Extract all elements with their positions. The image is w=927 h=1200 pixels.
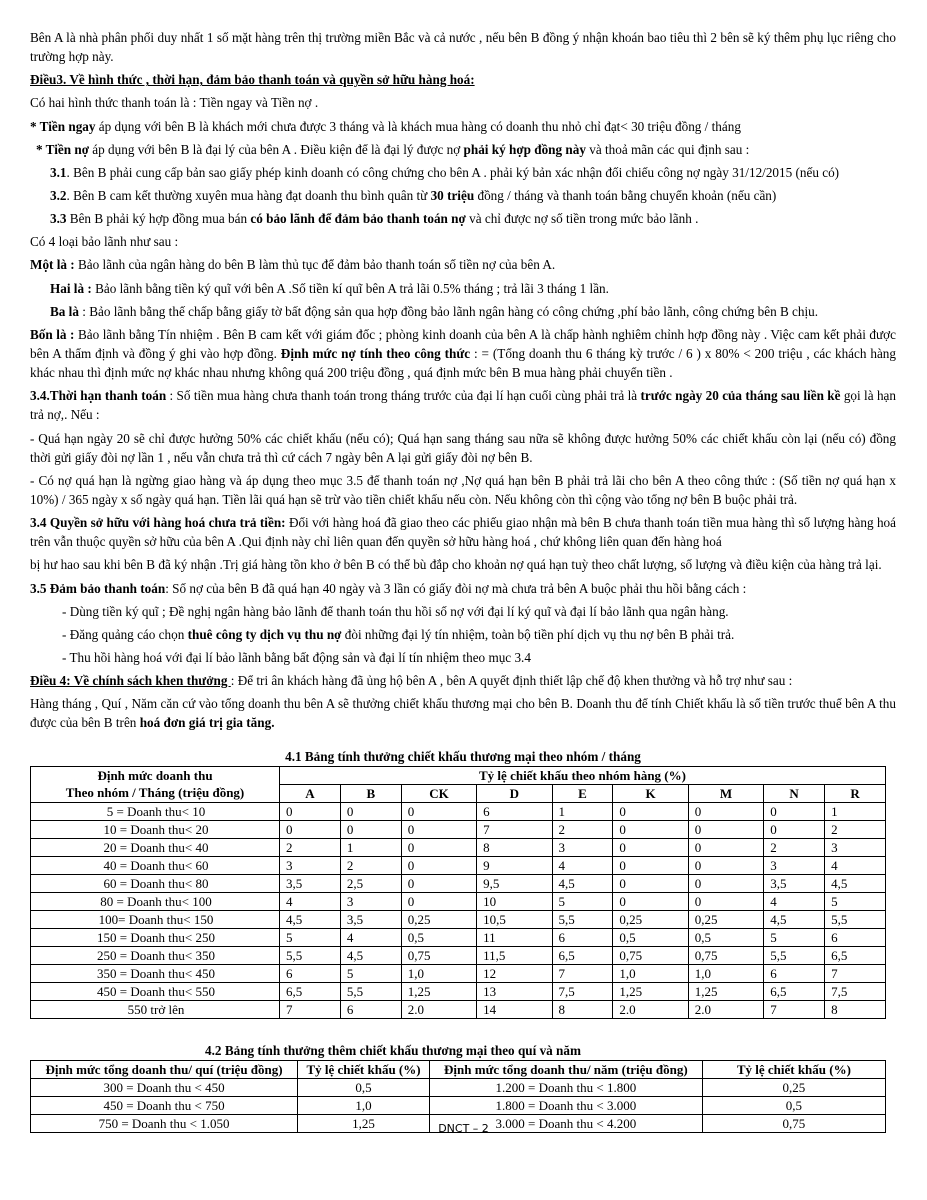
clause-3-5-b (30, 625, 896, 644)
guarantee-3 (30, 302, 896, 321)
paragraph-intro: Bên A là nhà phân phối duy nhất 1 số mặt hàng trên thị trường miền Bắc và cả nước , nếu bên B đồng ý nhận khoán bao tiêu thì 2 bên sẽ ký thêm phụ lục riêng cho trường hợp này. (30, 30, 896, 65)
clause-3-5-label: 3.5 Đảm bảo thanh toán (30, 580, 166, 596)
table-2-cell: 1,0 (298, 1096, 430, 1114)
discount-rate-cell: 0,5 (613, 928, 688, 946)
discount-rate-cell: 0 (340, 802, 401, 820)
clause-3-5-a: - Dùng tiền ký quĩ ; Đề nghị ngân hàng bảo lãnh để thanh toán thu hồi số nợ với đại lí ký quĩ và đại lí bảo lãnh qua ngân hàng. (62, 603, 729, 619)
discount-basis-text: Hàng tháng , Quí , Năm căn cứ vào tổng doanh thu bên A sẽ thưởng chiết khấu thương mại cho bên B. Doanh thu để tính Chiết khấu là số tiền trước thuế bên A thu được của bên B trên (30, 696, 896, 731)
discount-rate-cell: 0 (764, 820, 825, 838)
discount-rate-cell: 1,25 (613, 982, 688, 1000)
table-2-cell: 3.000 = Doanh thu < 4.200 (430, 1114, 703, 1132)
discount-rate-cell: 0 (401, 856, 476, 874)
revenue-range-cell: 10 = Doanh thu< 20 (31, 820, 280, 838)
discount-rate-cell: 0 (401, 874, 476, 892)
discount-rate-cell: 11,5 (477, 946, 552, 964)
discount-rate-cell: 0 (688, 856, 763, 874)
discount-rate-cell: 5 (552, 892, 613, 910)
discount-rate-cell: 9 (477, 856, 552, 874)
discount-rate-cell: 1,0 (613, 964, 688, 982)
clause-3-4-b: - Có nợ quá hạn là ngừng giao hàng và áp dụng theo mục 3.5 để thanh toán nợ ,Nợ quá hạn bên B phải trả lãi cho bên A theo công thức : (Số tiền nợ quá hạn x 10%) / 365 ngày x số ngày quá hạn. Tiền lãi quá hạn sẽ trừ vào tiền chiết khấu nếu còn. Nếu không còn thì cộng vào tổng nợ bên B buộc phải trả. (30, 472, 896, 507)
discount-rate-cell: 2.0 (401, 1000, 476, 1018)
revenue-range-cell: 450 = Doanh thu< 550 (31, 982, 280, 1000)
guarantee-types: Có 4 loại bảo lãnh như sau : (30, 234, 179, 250)
discount-rate-cell: 4 (825, 856, 886, 874)
discount-rate-cell: 5,5 (280, 946, 341, 964)
table-1-group-header: K (613, 784, 688, 802)
discount-rate-cell: 5 (340, 964, 401, 982)
discount-rate-cell: 0 (401, 892, 476, 910)
article-3-title: Điều3. Về hình thức , thời hạn, đảm bảo thanh toán và quyền sở hữu hàng hoá: (30, 72, 475, 88)
table-1-header-left-line-2: Theo nhóm / Tháng (triệu đồng) (65, 785, 245, 801)
discount-rate-cell: 10,5 (477, 910, 552, 928)
discount-rate-cell: 12 (477, 964, 552, 982)
discount-rate-cell: 5,5 (825, 910, 886, 928)
discount-rate-cell: 4,5 (764, 910, 825, 928)
discount-rate-cell: 0,25 (401, 910, 476, 928)
clause-3-1-num: 3.1 (50, 164, 67, 180)
discount-rate-cell: 2 (340, 856, 401, 874)
discount-rate-cell: 5 (280, 928, 341, 946)
discount-rate-cell: 2 (764, 838, 825, 856)
table-2-header: Tỷ lệ chiết khấu (%) (298, 1060, 430, 1078)
guarantee-4-text-2: : = (Tổng doanh thu 6 tháng kỳ trước / 6 ) x 80% < 200 triệu , các khách hàng khác nhau thì định mức nợ khác nhau nhưng không quá 200 triệu đồng , quá định mức bên B mua hàng phải chuyển tiền . (30, 345, 896, 381)
ownership-label: 3.4 Quyền sở hữu với hàng hoá chưa trả tiền: (30, 515, 286, 531)
clause-3-2-text-2: đồng / tháng và thanh toán bằng chuyển khoản (nếu cần) (474, 187, 777, 203)
table-2-cell: 300 = Doanh thu < 450 (31, 1078, 298, 1096)
table-row (31, 856, 886, 874)
discount-rate-cell: 11 (477, 928, 552, 946)
clause-3-4-text-1: : Số tiền mua hàng chưa thanh toán trong tháng trước của đại lí hạn cuối cùng phải trả là (166, 388, 641, 404)
table-row (31, 838, 886, 856)
guarantee-4-label: Bốn là : (30, 326, 75, 342)
discount-rate-cell: 5,5 (764, 946, 825, 964)
guarantee-4-text-1: Bảo lãnh bằng Tín nhiệm . Bên B cam kết với giám đốc ; phòng kinh doanh của bên A là chấp hành nghiêm chỉnh hợp đồng này . Việc cam kết phải được bên A thẩm định và đồng ý ghi vào hợp đồng. (30, 326, 897, 361)
table-1-group-header: E (552, 784, 613, 802)
discount-rate-cell: 0 (688, 802, 763, 820)
payment-forms: Có hai hình thức thanh toán là : Tiền ngay và Tiền nợ . (30, 95, 319, 111)
discount-rate-cell: 7 (552, 964, 613, 982)
table-1-header-left-line-1: Định mức doanh thu (97, 768, 213, 784)
guarantee-1 (30, 255, 896, 274)
discount-rate-cell: 6,5 (825, 946, 886, 964)
discount-rate-cell: 0 (401, 802, 476, 820)
discount-rate-cell: 4,5 (825, 874, 886, 892)
guarantee-4 (30, 325, 896, 382)
discount-rate-cell: 7,5 (552, 982, 613, 1000)
table-row (31, 1096, 886, 1114)
table-row (31, 1000, 886, 1018)
discount-rate-cell: 0 (613, 856, 688, 874)
revenue-range-cell: 20 = Doanh thu< 40 (31, 838, 280, 856)
discount-rate-cell: 6 (477, 802, 552, 820)
discount-rate-cell: 0,75 (401, 946, 476, 964)
table-row (31, 928, 886, 946)
discount-rate-cell: 7 (825, 964, 886, 982)
table-2-cell: 450 = Doanh thu < 750 (31, 1096, 298, 1114)
discount-rate-cell: 9,5 (477, 874, 552, 892)
revenue-range-cell: 150 = Doanh thu< 250 (31, 928, 280, 946)
discount-rate-cell: 6 (280, 964, 341, 982)
discount-rate-cell: 0,25 (613, 910, 688, 928)
discount-rate-cell: 7,5 (825, 982, 886, 1000)
revenue-range-cell: 60 = Doanh thu< 80 (31, 874, 280, 892)
clause-3-4-text-2: gọi là hạn trả nợ,. Nếu : (30, 388, 896, 423)
ownership-clause (30, 513, 896, 551)
table-2-cell: 0,5 (702, 1096, 885, 1114)
discount-rate-cell: 14 (477, 1000, 552, 1018)
discount-rate-cell: 4 (764, 892, 825, 910)
table-1-header-group: Tỷ lệ chiết khấu theo nhóm hàng (%) (280, 766, 886, 784)
clause-3-2-text-1: . Bên B cam kết thường xuyên mua hàng đạt doanh thu bình quân từ (66, 187, 431, 203)
cash-text: áp dụng với bên B là khách mới chưa được 3 tháng và là khách mua hàng có doanh thu nhỏ chỉ đạt< 30 triệu đồng / tháng (95, 118, 741, 134)
discount-rate-cell: 0 (613, 838, 688, 856)
discount-rate-cell: 0 (613, 820, 688, 838)
discount-rate-cell: 3,5 (280, 874, 341, 892)
discount-rate-cell: 0 (401, 820, 476, 838)
discount-rate-cell: 7 (477, 820, 552, 838)
credit-text-2: và thoả mãn các qui định sau : (585, 141, 750, 157)
clause-3-3-num: 3.3 (50, 211, 67, 227)
discount-rate-cell: 0 (764, 802, 825, 820)
credit-text-1: áp dụng với bên B là đại lý của bên A . Điều kiện để là đại lý được nợ (89, 141, 464, 157)
table-1-group-header: A (280, 784, 341, 802)
table-row (31, 982, 886, 1000)
discount-rate-cell: 2.0 (613, 1000, 688, 1018)
discount-rate-cell: 0 (401, 838, 476, 856)
discount-rate-cell: 5 (764, 928, 825, 946)
discount-rate-cell: 3 (280, 856, 341, 874)
table-1-caption: 4.1 Bảng tính thưởng chiết khấu thương mại theo nhóm / tháng (285, 748, 641, 764)
table-1-group-header: B (340, 784, 401, 802)
clause-3-5-text: : Số nợ của bên B đã quá hạn 40 ngày và 3 lần có giấy đòi nợ mà chưa trả bên A buộc phải thu hồi bằng cách : (165, 580, 747, 596)
revenue-range-cell: 5 = Doanh thu< 10 (31, 802, 280, 820)
guarantee-2 (30, 279, 896, 298)
page-footer: DNCT – 2 (438, 1122, 489, 1135)
revenue-range-cell: 550 trở lên (31, 1000, 280, 1018)
revenue-range-cell: 80 = Doanh thu< 100 (31, 892, 280, 910)
article-4-label: Điều 4: Về chính sách khen thưởng (30, 673, 231, 689)
discount-rate-cell: 0,75 (688, 946, 763, 964)
discount-rate-cell: 10 (477, 892, 552, 910)
table-row (31, 874, 886, 892)
clause-3-3-text-2: và chỉ được nợ số tiền trong mức bảo lãnh . (465, 211, 699, 227)
credit-label: * Tiền nợ (36, 141, 89, 157)
monthly-discount-table (30, 766, 886, 1019)
discount-rate-cell: 3 (552, 838, 613, 856)
discount-rate-cell: 0 (688, 892, 763, 910)
discount-rate-cell: 7 (280, 1000, 341, 1018)
table-2-cell: 0,5 (298, 1078, 430, 1096)
cash-label: * Tiền ngay (30, 118, 96, 134)
clause-3-1-text: . Bên B phải cung cấp bản sao giấy phép kinh doanh có công chứng cho bên A . phải ký bản xác nhận đối chiếu công nợ ngày 31/12/2015 (nếu có) (66, 164, 840, 180)
discount-rate-cell: 3 (340, 892, 401, 910)
table-2-cell: 1.200 = Doanh thu < 1.800 (430, 1078, 703, 1096)
discount-rate-cell: 0 (280, 802, 341, 820)
discount-rate-cell: 5 (825, 892, 886, 910)
table-row (31, 802, 886, 820)
discount-rate-cell: 1 (825, 802, 886, 820)
discount-rate-cell: 0 (613, 802, 688, 820)
discount-rate-cell: 0 (280, 820, 341, 838)
clause-3-4-a: - Quá hạn ngày 20 sẽ chỉ được hưởng 50% các chiết khấu (nếu có); Quá hạn sang tháng sau nữa sẽ không được hưởng 50% các chiết khấu còn lại (nếu có) đồng thời gửi giấy đòi nợ lần 1 , nếu vẫn chưa trả thì cứ cách 7 ngày bên A lại gửi giấy đòi nợ bên B. (30, 430, 896, 465)
table-row (31, 1078, 886, 1096)
table-row (31, 946, 886, 964)
clause-3-4-bold: trước ngày 20 của tháng sau liền kề (640, 388, 841, 404)
discount-rate-cell: 8 (552, 1000, 613, 1018)
discount-rate-cell: 0 (340, 820, 401, 838)
discount-rate-cell: 4 (340, 928, 401, 946)
discount-rate-cell: 6,5 (764, 982, 825, 1000)
table-1-group-header: R (825, 784, 886, 802)
guarantee-1-label: Một là : (30, 257, 75, 273)
revenue-range-cell: 40 = Doanh thu< 60 (31, 856, 280, 874)
clause-3-3-bold: có bảo lãnh để đảm bảo thanh toán nợ (250, 211, 466, 227)
table-2-cell: 0,25 (702, 1078, 885, 1096)
discount-rate-cell: 1,0 (688, 964, 763, 982)
discount-rate-cell: 1,25 (688, 982, 763, 1000)
clause-3-5-b-text-1: - Đăng quảng cáo chọn (62, 626, 188, 642)
discount-rate-cell: 8 (825, 1000, 886, 1018)
ownership-continued: bị hư hao sau khi bên B đã ký nhận .Trị giá hàng tồn kho ở bên B có thể bù đắp cho khoản nợ quá hạn tuỳ theo chất lượng, số lượng và điều kiện của hàng trả lại. (30, 557, 882, 573)
article-4-text: : Để tri ân khách hàng đã ủng hộ bên A , bên A quyết định thiết lập chế độ khen thưởng và hỗ trợ như sau : (230, 673, 793, 689)
discount-basis (30, 694, 896, 732)
guarantee-3-text: : Bảo lãnh bằng thế chấp bằng giấy tờ bất động sản qua hợp đồng bảo lãnh ngân hàng có công chứng ,phí bảo lãnh, công chứng bên B chịu. (78, 303, 819, 319)
discount-rate-cell: 0 (613, 874, 688, 892)
clause-3-5-b-text-2: đòi những đại lý tín nhiệm, toàn bộ tiền phí dịch vụ thu nợ bên B phải trả. (341, 626, 735, 642)
table-2-cell: 1.800 = Doanh thu < 3.000 (430, 1096, 703, 1114)
discount-rate-cell: 2 (552, 820, 613, 838)
table-1-group-header: CK (401, 784, 476, 802)
clause-3-2-num: 3.2 (50, 187, 67, 203)
table-1-group-header: N (764, 784, 825, 802)
discount-rate-cell: 5,5 (552, 910, 613, 928)
clause-3-5 (30, 579, 896, 598)
guarantee-2-text: Bảo lãnh bằng tiền ký quĩ với bên A .Số tiền kí quĩ bên A trả lãi 0.5% tháng ; trả lãi 3 tháng 1 lần. (91, 280, 609, 296)
discount-rate-cell: 4,5 (340, 946, 401, 964)
discount-rate-cell: 7 (764, 1000, 825, 1018)
revenue-range-cell: 100= Doanh thu< 150 (31, 910, 280, 928)
discount-rate-cell: 0 (613, 892, 688, 910)
clause-3-3-text-1: Bên B phải ký hợp đồng mua bán (66, 211, 251, 227)
table-2-cell: 750 = Doanh thu < 1.050 (31, 1114, 298, 1132)
table-1-group-header: D (477, 784, 552, 802)
guarantee-1-text: Bảo lãnh của ngân hàng do bên B làm thủ tục để đảm bảo thanh toán số tiền nợ của bên A. (74, 257, 556, 273)
guarantee-4-bold: Định mức nợ tính theo công thức (280, 345, 471, 361)
discount-rate-cell: 8 (477, 838, 552, 856)
clause-3-4 (30, 386, 896, 424)
discount-rate-cell: 1,0 (401, 964, 476, 982)
discount-rate-cell: 0,5 (401, 928, 476, 946)
table-2-caption: 4.2 Bảng tính thưởng thêm chiết khấu thương mại theo quí và năm (205, 1042, 581, 1058)
discount-rate-cell: 2 (825, 820, 886, 838)
discount-rate-cell: 4,5 (552, 874, 613, 892)
discount-rate-cell: 0 (688, 838, 763, 856)
clause-3-4-label: 3.4.Thời hạn thanh toán (30, 388, 167, 404)
discount-rate-cell: 6 (340, 1000, 401, 1018)
revenue-range-cell: 250 = Doanh thu< 350 (31, 946, 280, 964)
clause-3-2-bold: 30 triệu (430, 187, 475, 203)
discount-rate-cell: 0 (688, 874, 763, 892)
table-1-group-header: M (688, 784, 763, 802)
discount-rate-cell: 4 (552, 856, 613, 874)
clause-3-1 (30, 163, 896, 182)
guarantee-2-label: Hai là : (50, 280, 92, 296)
guarantee-3-label: Ba là (50, 303, 79, 319)
discount-rate-cell: 1 (340, 838, 401, 856)
table-2-cell: 1,25 (298, 1114, 430, 1132)
discount-rate-cell: 0,25 (688, 910, 763, 928)
table-row (31, 820, 886, 838)
discount-rate-cell: 6,5 (280, 982, 341, 1000)
discount-rate-cell: 6 (552, 928, 613, 946)
document-page (30, 28, 896, 1133)
discount-rate-cell: 0,75 (613, 946, 688, 964)
discount-rate-cell: 2.0 (688, 1000, 763, 1018)
discount-rate-cell: 3 (764, 856, 825, 874)
discount-basis-bold: hoá đơn giá trị gia tăng. (139, 715, 275, 731)
discount-rate-cell: 1 (552, 802, 613, 820)
discount-rate-cell: 3,5 (764, 874, 825, 892)
credit-bold: phải ký hợp đồng này (463, 141, 586, 157)
table-2-header: Định mức tổng doanh thu/ quí (triệu đồng) (31, 1060, 298, 1078)
cash-payment-clause (30, 117, 896, 136)
table-row (31, 964, 886, 982)
discount-rate-cell: 2,5 (340, 874, 401, 892)
table-2-header: Tỷ lệ chiết khấu (%) (702, 1060, 885, 1078)
clause-3-5-b-bold: thuê công ty dịch vụ thu nợ (187, 626, 342, 642)
discount-rate-cell: 3,5 (340, 910, 401, 928)
discount-rate-cell: 2 (280, 838, 341, 856)
table-1-header-left (31, 766, 280, 802)
discount-rate-cell: 6 (764, 964, 825, 982)
discount-rate-cell: 4 (280, 892, 341, 910)
ownership-text: Đối với hàng hoá đã giao theo các phiếu giao nhận mà bên B chưa thanh toán tiền mua hàng thì số lượng hàng hoá trên vẫn thuộc quyền sở hữu của bên A .Qui định này chỉ liên quan đến quyền sở hữu hàng hoá , chứ không liên quan đến hàng hoá (30, 515, 896, 550)
discount-rate-cell: 6 (825, 928, 886, 946)
clause-3-3 (30, 209, 896, 228)
clause-3-2 (30, 186, 896, 205)
discount-rate-cell: 0 (688, 820, 763, 838)
credit-payment-clause (30, 140, 896, 159)
table-row (31, 892, 886, 910)
table-row (31, 910, 886, 928)
discount-rate-cell: 4,5 (280, 910, 341, 928)
discount-rate-cell: 6,5 (552, 946, 613, 964)
discount-rate-cell: 5,5 (340, 982, 401, 1000)
discount-rate-cell: 13 (477, 982, 552, 1000)
clause-3-5-c: - Thu hồi hàng hoá với đại lí bảo lãnh bằng bất động sản và đại lí tín nhiệm theo mục 3.4 (62, 649, 531, 665)
table-2-header: Định mức tổng doanh thu/ năm (triệu đồng) (430, 1060, 703, 1078)
discount-rate-cell: 3 (825, 838, 886, 856)
discount-rate-cell: 0,5 (688, 928, 763, 946)
discount-rate-cell: 1,25 (401, 982, 476, 1000)
revenue-range-cell: 350 = Doanh thu< 450 (31, 964, 280, 982)
table-2-cell: 0,75 (702, 1114, 885, 1132)
article-4 (30, 671, 896, 690)
